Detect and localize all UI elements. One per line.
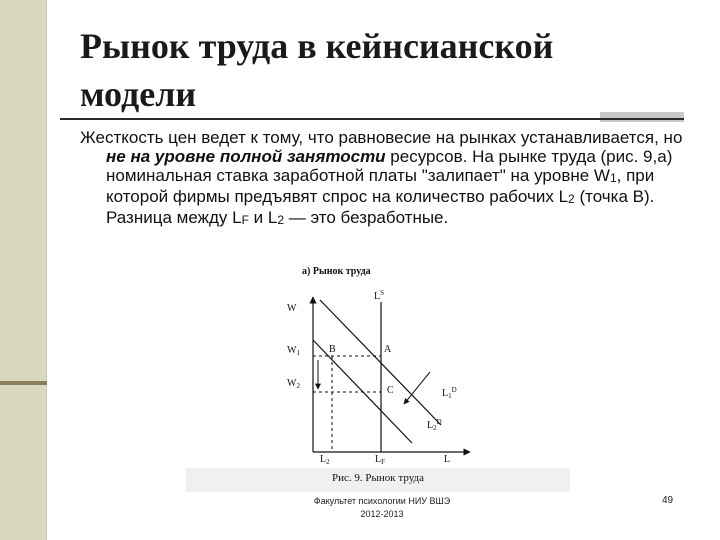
body-text-1: Жесткость цен ведет к тому, что равновесие на рынках устанавливается, но bbox=[80, 128, 683, 147]
body-emphasis: не на уровне полной занятости bbox=[106, 147, 386, 166]
body-text-5: и L bbox=[248, 208, 278, 227]
body-text-3: , при которой фирмы предъявят спрос на количество рабочих L bbox=[106, 166, 655, 206]
body-text-2: ресурсов. На рынке труда (рис. 9,а) номинальная ставка заработной платы "залипает" на уровне W bbox=[106, 147, 673, 185]
footer-line-1: Факультет психологии НИУ ВШЭ bbox=[313, 496, 451, 506]
body-sub-4: 2 bbox=[277, 213, 284, 227]
x-label-l2: $L_2$ bbox=[320, 454, 330, 466]
x-label-lf: $L_F$ bbox=[375, 454, 386, 466]
body-sub-2: 2 bbox=[568, 192, 575, 206]
footer-line-2: 2012-2013 bbox=[360, 509, 404, 519]
label-w: W bbox=[287, 303, 297, 314]
title-line-1: Рынок труда в кейнсианской bbox=[80, 26, 554, 66]
slide-footer bbox=[292, 495, 472, 521]
body-sub-1: 1 bbox=[609, 171, 617, 185]
figure-caption: Рис. 9. Рынок труда bbox=[332, 472, 424, 484]
label-point-a: A bbox=[384, 344, 392, 355]
label-point-c: C bbox=[387, 385, 394, 396]
label-ls: $L^S$ bbox=[374, 289, 385, 302]
label-point-b: B bbox=[329, 344, 336, 355]
panel-title: а) Рынок труда bbox=[302, 266, 371, 277]
x-label-l: L bbox=[444, 454, 451, 465]
label-l2d: $L_2^D$ bbox=[427, 418, 442, 432]
body-text-4: (точка В). Разница между L bbox=[106, 187, 655, 227]
body-sub-3: F bbox=[241, 213, 249, 227]
body-text-6: — это безработные. bbox=[284, 208, 449, 227]
label-w2: $W_2$ bbox=[287, 378, 300, 390]
title-line-2: модели bbox=[80, 74, 197, 114]
demand-shift-arrow bbox=[404, 372, 430, 404]
page-number: 49 bbox=[662, 495, 674, 506]
label-l1d: $L_1^D$ bbox=[442, 386, 457, 400]
label-w1: $W_1$ bbox=[287, 345, 300, 357]
